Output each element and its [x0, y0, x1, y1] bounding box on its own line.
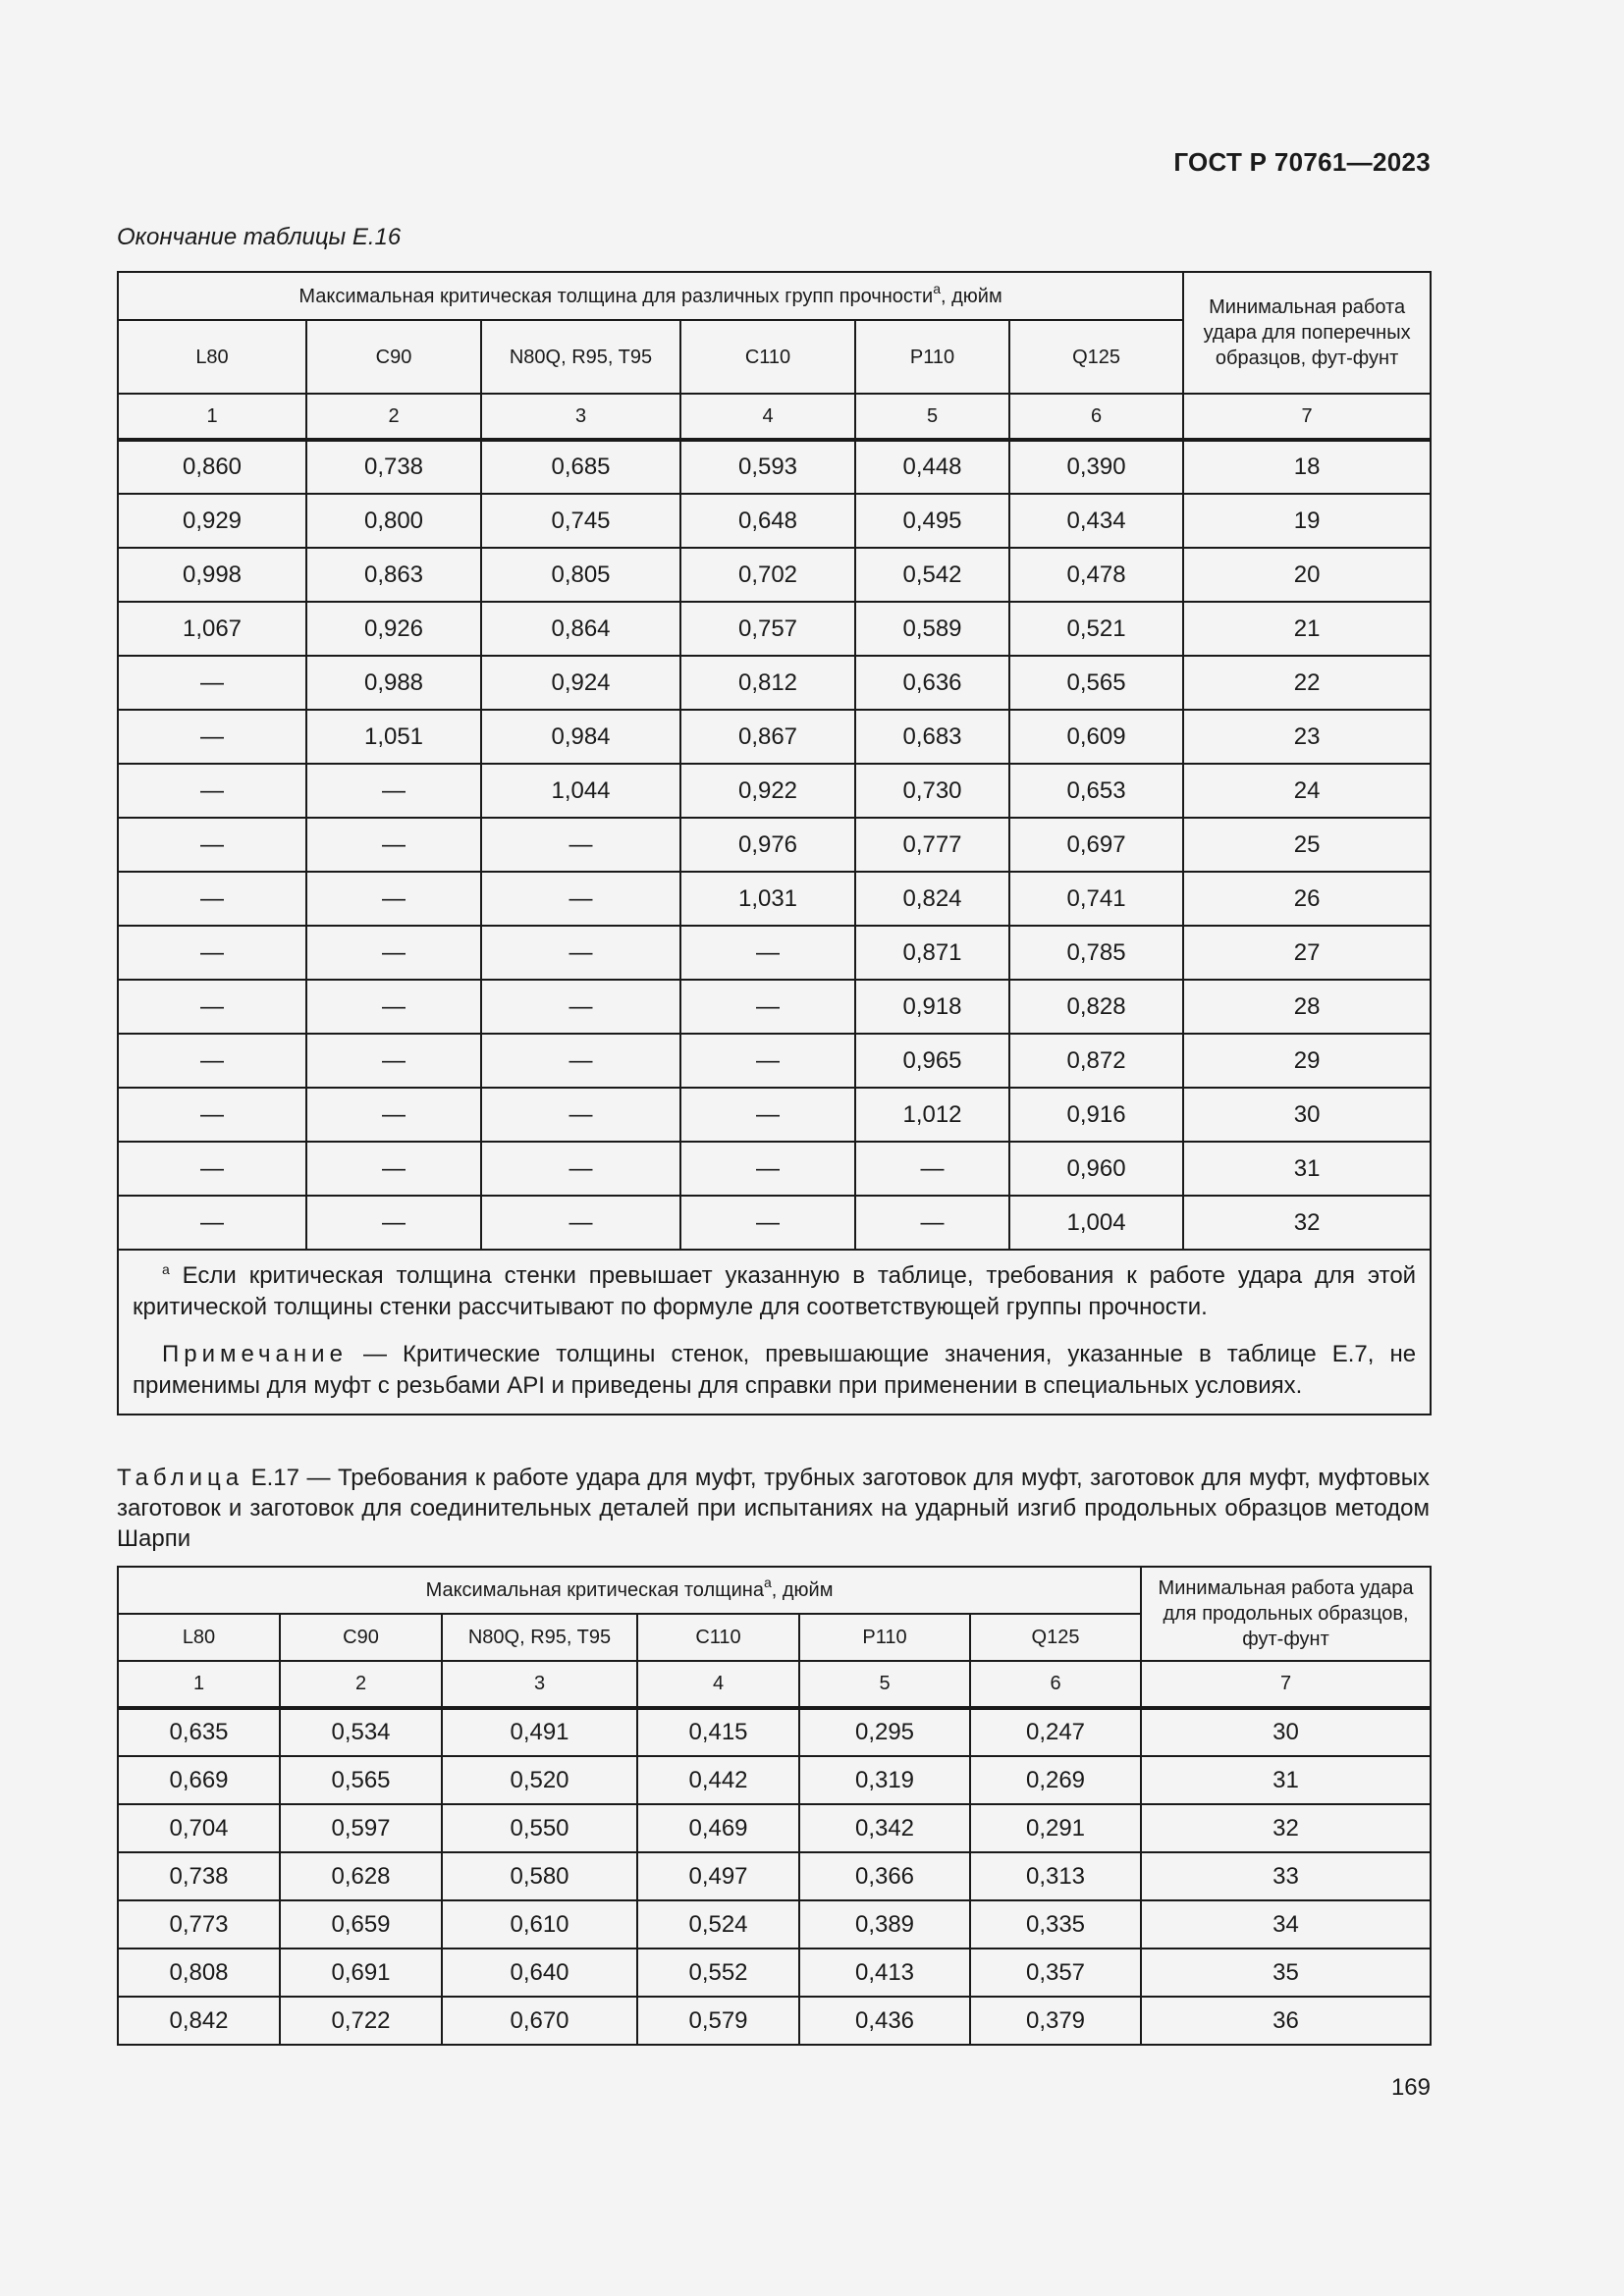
table-cell: 0,773 [118, 1900, 280, 1949]
table-cell: — [855, 1142, 1009, 1196]
table-cell: — [118, 710, 306, 764]
table-cell: — [118, 926, 306, 980]
table-row [118, 548, 1431, 602]
table-cell: 29 [1183, 1034, 1431, 1088]
table-cell: 30 [1141, 1708, 1431, 1756]
column-number: 1 [118, 394, 306, 440]
table-cell: 0,565 [1009, 656, 1183, 710]
table-cell: 0,812 [680, 656, 855, 710]
table-cell: — [306, 1034, 481, 1088]
column-number: 3 [442, 1661, 637, 1708]
table-cell: 0,998 [118, 548, 306, 602]
table-cell: 0,926 [306, 602, 481, 656]
table-cell: 0,929 [118, 494, 306, 548]
table-cell: 30 [1183, 1088, 1431, 1142]
table-e17-body [118, 1567, 1431, 2045]
table-row [118, 1196, 1431, 1250]
table-cell: 0,442 [637, 1756, 799, 1804]
table-e17-column-numbers [118, 1661, 1431, 1708]
table-cell: 0,800 [306, 494, 481, 548]
table-cell: — [481, 926, 680, 980]
table-cell: 21 [1183, 602, 1431, 656]
page-number: 169 [1390, 2074, 1431, 2101]
column-header: Q125 [1009, 320, 1183, 394]
table-cell: 0,842 [118, 1997, 280, 2045]
table-cell: — [118, 656, 306, 710]
table-cell: 1,004 [1009, 1196, 1183, 1250]
table-cell: 0,469 [637, 1804, 799, 1852]
table-cell: 0,636 [855, 656, 1009, 710]
table-cell: 0,683 [855, 710, 1009, 764]
table-cell: 0,965 [855, 1034, 1009, 1088]
table-cell: 27 [1183, 926, 1431, 980]
table-cell: — [680, 926, 855, 980]
table-cell: 36 [1141, 1997, 1431, 2045]
table-cell: 0,805 [481, 548, 680, 602]
table-cell: 0,741 [1009, 872, 1183, 926]
table-e17-caption: Таблица Е.17 — Требования к работе удара для муфт, трубных заготовок для муфт, заготовок для муфт, муфтовых заготовок и заготовок для соединительных деталей при испытаниях на ударный изгиб продольных образцов методом Шарпи [117, 1465, 1430, 1552]
table-row [118, 1949, 1431, 1997]
column-header: Q125 [970, 1614, 1141, 1661]
table-cell: 0,579 [637, 1997, 799, 2045]
table-cell: — [118, 1196, 306, 1250]
table-cell: 1,012 [855, 1088, 1009, 1142]
table-cell: — [481, 1142, 680, 1196]
table-cell: — [118, 1034, 306, 1088]
table-cell: 0,984 [481, 710, 680, 764]
table-row [118, 440, 1431, 494]
column-number: 3 [481, 394, 680, 440]
table-cell: 0,872 [1009, 1034, 1183, 1088]
table-cell: 0,745 [481, 494, 680, 548]
column-number: 5 [855, 394, 1009, 440]
column-number: 5 [799, 1661, 970, 1708]
table-cell: — [306, 872, 481, 926]
table-cell: 0,918 [855, 980, 1009, 1034]
table-cell: 23 [1183, 710, 1431, 764]
table-cell: 0,491 [442, 1708, 637, 1756]
table-cell: 0,669 [118, 1756, 280, 1804]
table-cell: — [306, 1088, 481, 1142]
table-cell: — [118, 872, 306, 926]
table-row [118, 1088, 1431, 1142]
table-e16-column-numbers [118, 394, 1431, 440]
table-cell: 1,067 [118, 602, 306, 656]
table-cell: 18 [1183, 440, 1431, 494]
table-cell: — [306, 980, 481, 1034]
table-cell: 0,867 [680, 710, 855, 764]
table-cell: 0,960 [1009, 1142, 1183, 1196]
table-cell: 0,291 [970, 1804, 1141, 1852]
table-cell: 0,828 [1009, 980, 1183, 1034]
table-e16-note-body [118, 1250, 1431, 1415]
table-cell: 0,269 [970, 1756, 1141, 1804]
table-cell: 0,785 [1009, 926, 1183, 980]
table-cell: 0,697 [1009, 818, 1183, 872]
table-cell: — [855, 1196, 1009, 1250]
table-cell: 0,757 [680, 602, 855, 656]
table-cell: 28 [1183, 980, 1431, 1034]
table-e17-group-header: Максимальная критическая толщина$^а$, дюйм [118, 1567, 1141, 1614]
table-cell: 0,565 [280, 1756, 442, 1804]
column-number: 7 [1141, 1661, 1431, 1708]
table-cell: 0,916 [1009, 1088, 1183, 1142]
table-e17 [117, 1566, 1432, 2046]
table-cell: 0,704 [118, 1804, 280, 1852]
column-header: L80 [118, 1614, 280, 1661]
table-row [118, 1142, 1431, 1196]
table-cell: 0,824 [855, 872, 1009, 926]
table-cell: 0,863 [306, 548, 481, 602]
table-cell: — [118, 1142, 306, 1196]
table-cell: 0,738 [306, 440, 481, 494]
table-cell: 0,860 [118, 440, 306, 494]
table-cell: 0,436 [799, 1997, 970, 2045]
column-header: C90 [306, 320, 481, 394]
table-cell: 0,635 [118, 1708, 280, 1756]
column-number: 4 [637, 1661, 799, 1708]
table-cell: 0,415 [637, 1708, 799, 1756]
table-cell: — [118, 1088, 306, 1142]
table-cell: 32 [1183, 1196, 1431, 1250]
table-cell: 0,871 [855, 926, 1009, 980]
table-row [118, 494, 1431, 548]
table-cell: 0,988 [306, 656, 481, 710]
table-cell: 25 [1183, 818, 1431, 872]
table-cell: 0,922 [680, 764, 855, 818]
table-row [118, 1034, 1431, 1088]
table-cell: 0,691 [280, 1949, 442, 1997]
table-cell: 0,495 [855, 494, 1009, 548]
table-cell: — [306, 764, 481, 818]
table-row [118, 710, 1431, 764]
table-cell: 1,044 [481, 764, 680, 818]
table-cell: 0,589 [855, 602, 1009, 656]
table-cell: 0,413 [799, 1949, 970, 1997]
table-e16-body [118, 272, 1431, 1250]
table-cell: 0,628 [280, 1852, 442, 1900]
table-cell: 32 [1141, 1804, 1431, 1852]
table-cell: 0,552 [637, 1949, 799, 1997]
column-header: C90 [280, 1614, 442, 1661]
table-cell: 0,390 [1009, 440, 1183, 494]
table-cell: — [118, 980, 306, 1034]
table-cell: 0,478 [1009, 548, 1183, 602]
column-number: 2 [306, 394, 481, 440]
table-cell: — [481, 1034, 680, 1088]
table-cell: — [680, 1088, 855, 1142]
table-cell: — [118, 818, 306, 872]
table-e16-continuation-title: Окончание таблицы Е.16 [117, 224, 402, 250]
table-row [118, 764, 1431, 818]
table-cell: 34 [1141, 1900, 1431, 1949]
table-cell: 0,542 [855, 548, 1009, 602]
table-cell: 22 [1183, 656, 1431, 710]
table-e16-notes [118, 1250, 1431, 1415]
table-cell: 0,295 [799, 1708, 970, 1756]
table-cell: 0,730 [855, 764, 1009, 818]
table-cell: 0,722 [280, 1997, 442, 2045]
table-cell: — [481, 872, 680, 926]
table-cell: 0,702 [680, 548, 855, 602]
column-number: 4 [680, 394, 855, 440]
table-row [118, 872, 1431, 926]
table-cell: — [481, 1088, 680, 1142]
table-cell: 0,976 [680, 818, 855, 872]
table-cell: 1,051 [306, 710, 481, 764]
column-header: L80 [118, 320, 306, 394]
table-cell: 0,550 [442, 1804, 637, 1852]
table-cell: 0,313 [970, 1852, 1141, 1900]
table-e16-group-header: Максимальная критическая толщина для различных групп прочности$^а$, дюйм [118, 272, 1183, 320]
table-cell: 0,597 [280, 1804, 442, 1852]
table-cell: — [481, 980, 680, 1034]
table-cell: 0,434 [1009, 494, 1183, 548]
table-cell: — [118, 764, 306, 818]
standard-code: ГОСТ Р 70761—2023 [1173, 147, 1431, 177]
table-cell: 0,319 [799, 1756, 970, 1804]
table-cell: 0,659 [280, 1900, 442, 1949]
table-cell: 0,448 [855, 440, 1009, 494]
table-row [118, 1804, 1431, 1852]
table-cell: 0,521 [1009, 602, 1183, 656]
column-number: 2 [280, 1661, 442, 1708]
table-cell: — [306, 1142, 481, 1196]
table-cell: 0,593 [680, 440, 855, 494]
column-header: P110 [799, 1614, 970, 1661]
table-e16 [117, 271, 1432, 1415]
table-cell: — [680, 1142, 855, 1196]
table-cell: 0,580 [442, 1852, 637, 1900]
table-cell: 26 [1183, 872, 1431, 926]
table-row [118, 656, 1431, 710]
table-e17-work-header: Минимальная работа удара для продольных образцов, фут-фунт [1141, 1567, 1431, 1661]
table-row [118, 1756, 1431, 1804]
table-row [118, 926, 1431, 980]
table-cell: 0,864 [481, 602, 680, 656]
table-cell: — [481, 1196, 680, 1250]
table-cell: 0,335 [970, 1900, 1141, 1949]
table-e16-note: Примечание — Критические толщины стенок, превышающие значения, указанные в таблице Е.7, не применимы для муфт с резьбами API и приведены для справки при применении в специальных условиях. [133, 1341, 1417, 1399]
table-cell: 33 [1141, 1852, 1431, 1900]
table-e16-work-header: Минимальная работа удара для поперечных образцов, фут-фунт [1183, 272, 1431, 394]
table-cell: — [481, 818, 680, 872]
table-cell: 0,685 [481, 440, 680, 494]
table-cell: 0,670 [442, 1997, 637, 2045]
table-cell: 0,342 [799, 1804, 970, 1852]
column-number: 6 [1009, 394, 1183, 440]
table-cell: 0,389 [799, 1900, 970, 1949]
table-cell: 0,357 [970, 1949, 1141, 1997]
table-cell: 0,653 [1009, 764, 1183, 818]
column-header: P110 [855, 320, 1009, 394]
table-cell: — [680, 1196, 855, 1250]
table-row [118, 1900, 1431, 1949]
table-cell: 0,534 [280, 1708, 442, 1756]
table-cell: 0,524 [637, 1900, 799, 1949]
table-row [118, 1708, 1431, 1756]
table-cell: 0,808 [118, 1949, 280, 1997]
table-cell: 24 [1183, 764, 1431, 818]
table-e16-footnote: $^а$ Если критическая толщина стенки превышает указанную в таблице, требования к работе удара для этой критической толщины стенки рассчитывают по формуле для соответствующей группы прочности. [133, 1261, 1417, 1320]
table-cell: 0,648 [680, 494, 855, 548]
table-cell: — [680, 980, 855, 1034]
table-cell: 0,366 [799, 1852, 970, 1900]
table-cell: 20 [1183, 548, 1431, 602]
table-cell: 31 [1183, 1142, 1431, 1196]
column-number: 7 [1183, 394, 1431, 440]
table-cell: 31 [1141, 1756, 1431, 1804]
table-row [118, 818, 1431, 872]
table-row [118, 1997, 1431, 2045]
column-header: C110 [680, 320, 855, 394]
table-cell: 0,247 [970, 1708, 1141, 1756]
table-cell: 19 [1183, 494, 1431, 548]
table-cell: — [680, 1034, 855, 1088]
table-cell: 0,640 [442, 1949, 637, 1997]
table-cell: 0,738 [118, 1852, 280, 1900]
table-cell: 0,924 [481, 656, 680, 710]
table-cell: 35 [1141, 1949, 1431, 1997]
column-number: 6 [970, 1661, 1141, 1708]
table-cell: 0,497 [637, 1852, 799, 1900]
table-cell: — [306, 926, 481, 980]
column-header: C110 [637, 1614, 799, 1661]
table-row [118, 1852, 1431, 1900]
column-header: N80Q, R95, T95 [481, 320, 680, 394]
table-cell: — [306, 1196, 481, 1250]
table-cell: 0,609 [1009, 710, 1183, 764]
column-header: N80Q, R95, T95 [442, 1614, 637, 1661]
table-row [118, 980, 1431, 1034]
table-cell: 0,379 [970, 1997, 1141, 2045]
table-cell: 0,610 [442, 1900, 637, 1949]
column-number: 1 [118, 1661, 280, 1708]
table-cell: 1,031 [680, 872, 855, 926]
table-cell: — [306, 818, 481, 872]
table-cell: 0,777 [855, 818, 1009, 872]
table-cell: 0,520 [442, 1756, 637, 1804]
table-row [118, 602, 1431, 656]
